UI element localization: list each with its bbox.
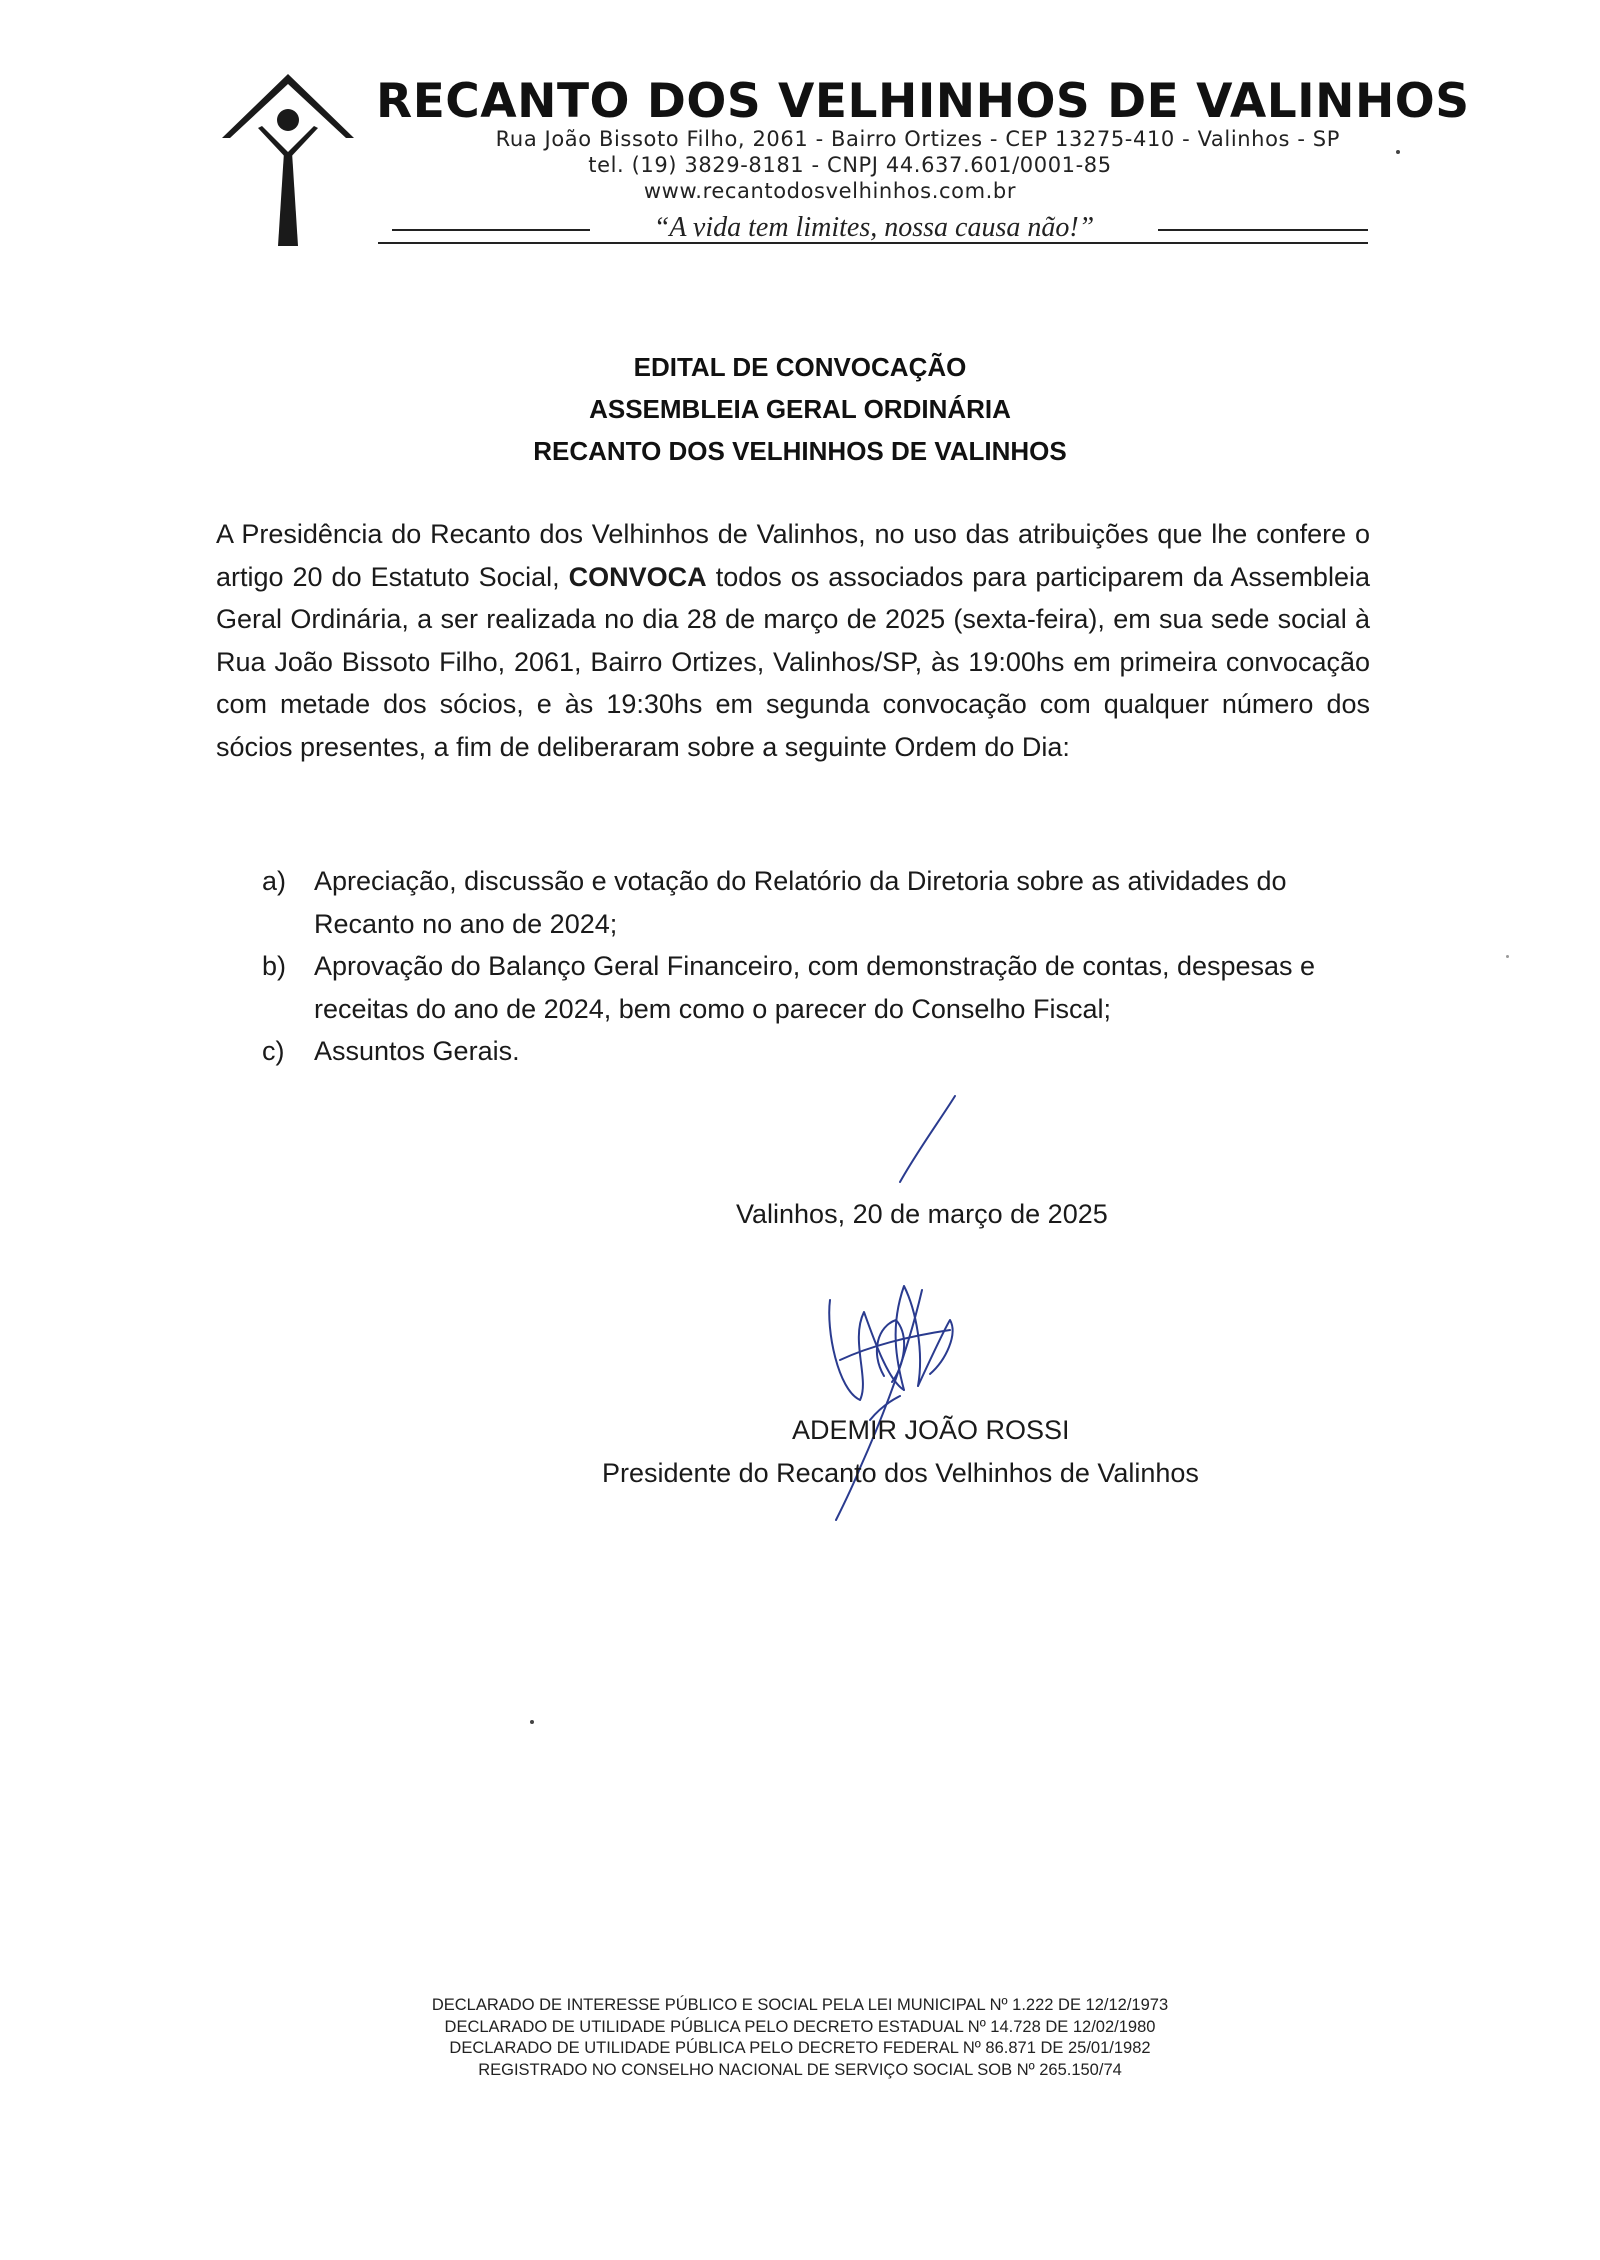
- paragraph-intro: A Presidência do Recanto dos Velhinhos de Valinhos, no uso das atribuições que lhe confere o artigo 20 do Estatuto Social,: [216, 519, 1370, 592]
- agenda-marker: c): [262, 1036, 285, 1067]
- organization-address: Rua João Bissoto Filho, 2061 - Bairro Ortizes - CEP 13275-410 - Valinhos - SP: [495, 127, 1340, 151]
- agenda-marker: b): [262, 951, 287, 982]
- signer-role: Presidente do Recanto dos Velhinhos de Valinhos: [602, 1458, 1199, 1488]
- organization-motto: “A vida tem limites, nossa causa não!”: [653, 212, 1095, 243]
- place-and-date: Valinhos, 20 de março de 2025: [736, 1199, 1108, 1229]
- agenda-item: [262, 945, 1372, 1030]
- legal-footer: [0, 1995, 1600, 2081]
- footer-line: DECLARADO DE UTILIDADE PÚBLICA PELO DECRETO ESTADUAL Nº 14.728 DE 12/02/1980: [444, 2017, 1156, 2036]
- footer-line: DECLARADO DE UTILIDADE PÚBLICA PELO DECRETO FEDERAL Nº 86.871 DE 25/01/1982: [449, 2039, 1151, 2057]
- footer-line: DECLARADO DE INTERESSE PÚBLICO E SOCIAL PELA LEI MUNICIPAL Nº 1.222 DE 12/12/1973: [431, 1996, 1169, 2014]
- agenda-item: [262, 1030, 1372, 1073]
- organization-website: www.recantodosvelhinhos.com.br: [643, 179, 1017, 203]
- agenda-marker: a): [262, 866, 287, 896]
- letterhead-rule: [378, 242, 1368, 244]
- document-title: EDITAL DE CONVOCAÇÃO: [633, 352, 967, 382]
- scan-speck: [530, 1720, 534, 1724]
- house-with-person-logo-icon: [218, 68, 358, 258]
- scan-speck: [1506, 955, 1509, 958]
- paragraph-emphasis: CONVOCA: [568, 561, 707, 592]
- motto-divider-left: [392, 229, 590, 231]
- agenda-text: Aprovação do Balanço Geral Financeiro, com demonstração de contas, despesas e receitas do ano de 2024, bem como o parecer do Conselho Fiscal;: [314, 951, 1316, 1024]
- agenda-list: [262, 860, 1372, 1073]
- document-organization-title: RECANTO DOS VELHINHOS DE VALINHOS: [533, 436, 1067, 466]
- motto-divider-right: [1158, 229, 1368, 231]
- motto-row: [378, 212, 1368, 252]
- footer-line: REGISTRADO NO CONSELHO NACIONAL DE SERVIÇO SOCIAL SOB Nº 265.150/74: [478, 2060, 1122, 2079]
- agenda-item: [262, 860, 1372, 945]
- agenda-text: Assuntos Gerais.: [314, 1036, 520, 1067]
- organization-name: RECANTO DOS VELHINHOS DE VALINHOS: [376, 74, 1470, 129]
- signer-name: ADEMIR JOÃO ROSSI: [792, 1415, 1070, 1445]
- convocation-paragraph: [216, 513, 1370, 769]
- agenda-text: Apreciação, discussão e votação do Relatório da Diretoria sobre as atividades do Recanto no ano de 2024;: [314, 866, 1287, 939]
- organization-contact: tel. (19) 3829-8181 - CNPJ 44.637.601/0001-85: [588, 153, 1112, 177]
- scan-speck: [1396, 150, 1400, 154]
- document-subtitle: ASSEMBLEIA GERAL ORDINÁRIA: [589, 394, 1011, 424]
- paragraph-rest: todos os associados para participarem da Assembleia Geral Ordinária, a ser realizada no dia 28 de março de 2025 (sexta-feira), em sua sede social à Rua João Bissoto Filho, 2061, Bairro Ortizes, Valinhos/SP, às 19:00hs em primeira convocação com metade dos sócios, e às 19:30hs em segunda convocação com qualquer número dos sócios presentes, a fim de deliberaram sobre a seguinte Ordem do Dia:: [216, 561, 1370, 762]
